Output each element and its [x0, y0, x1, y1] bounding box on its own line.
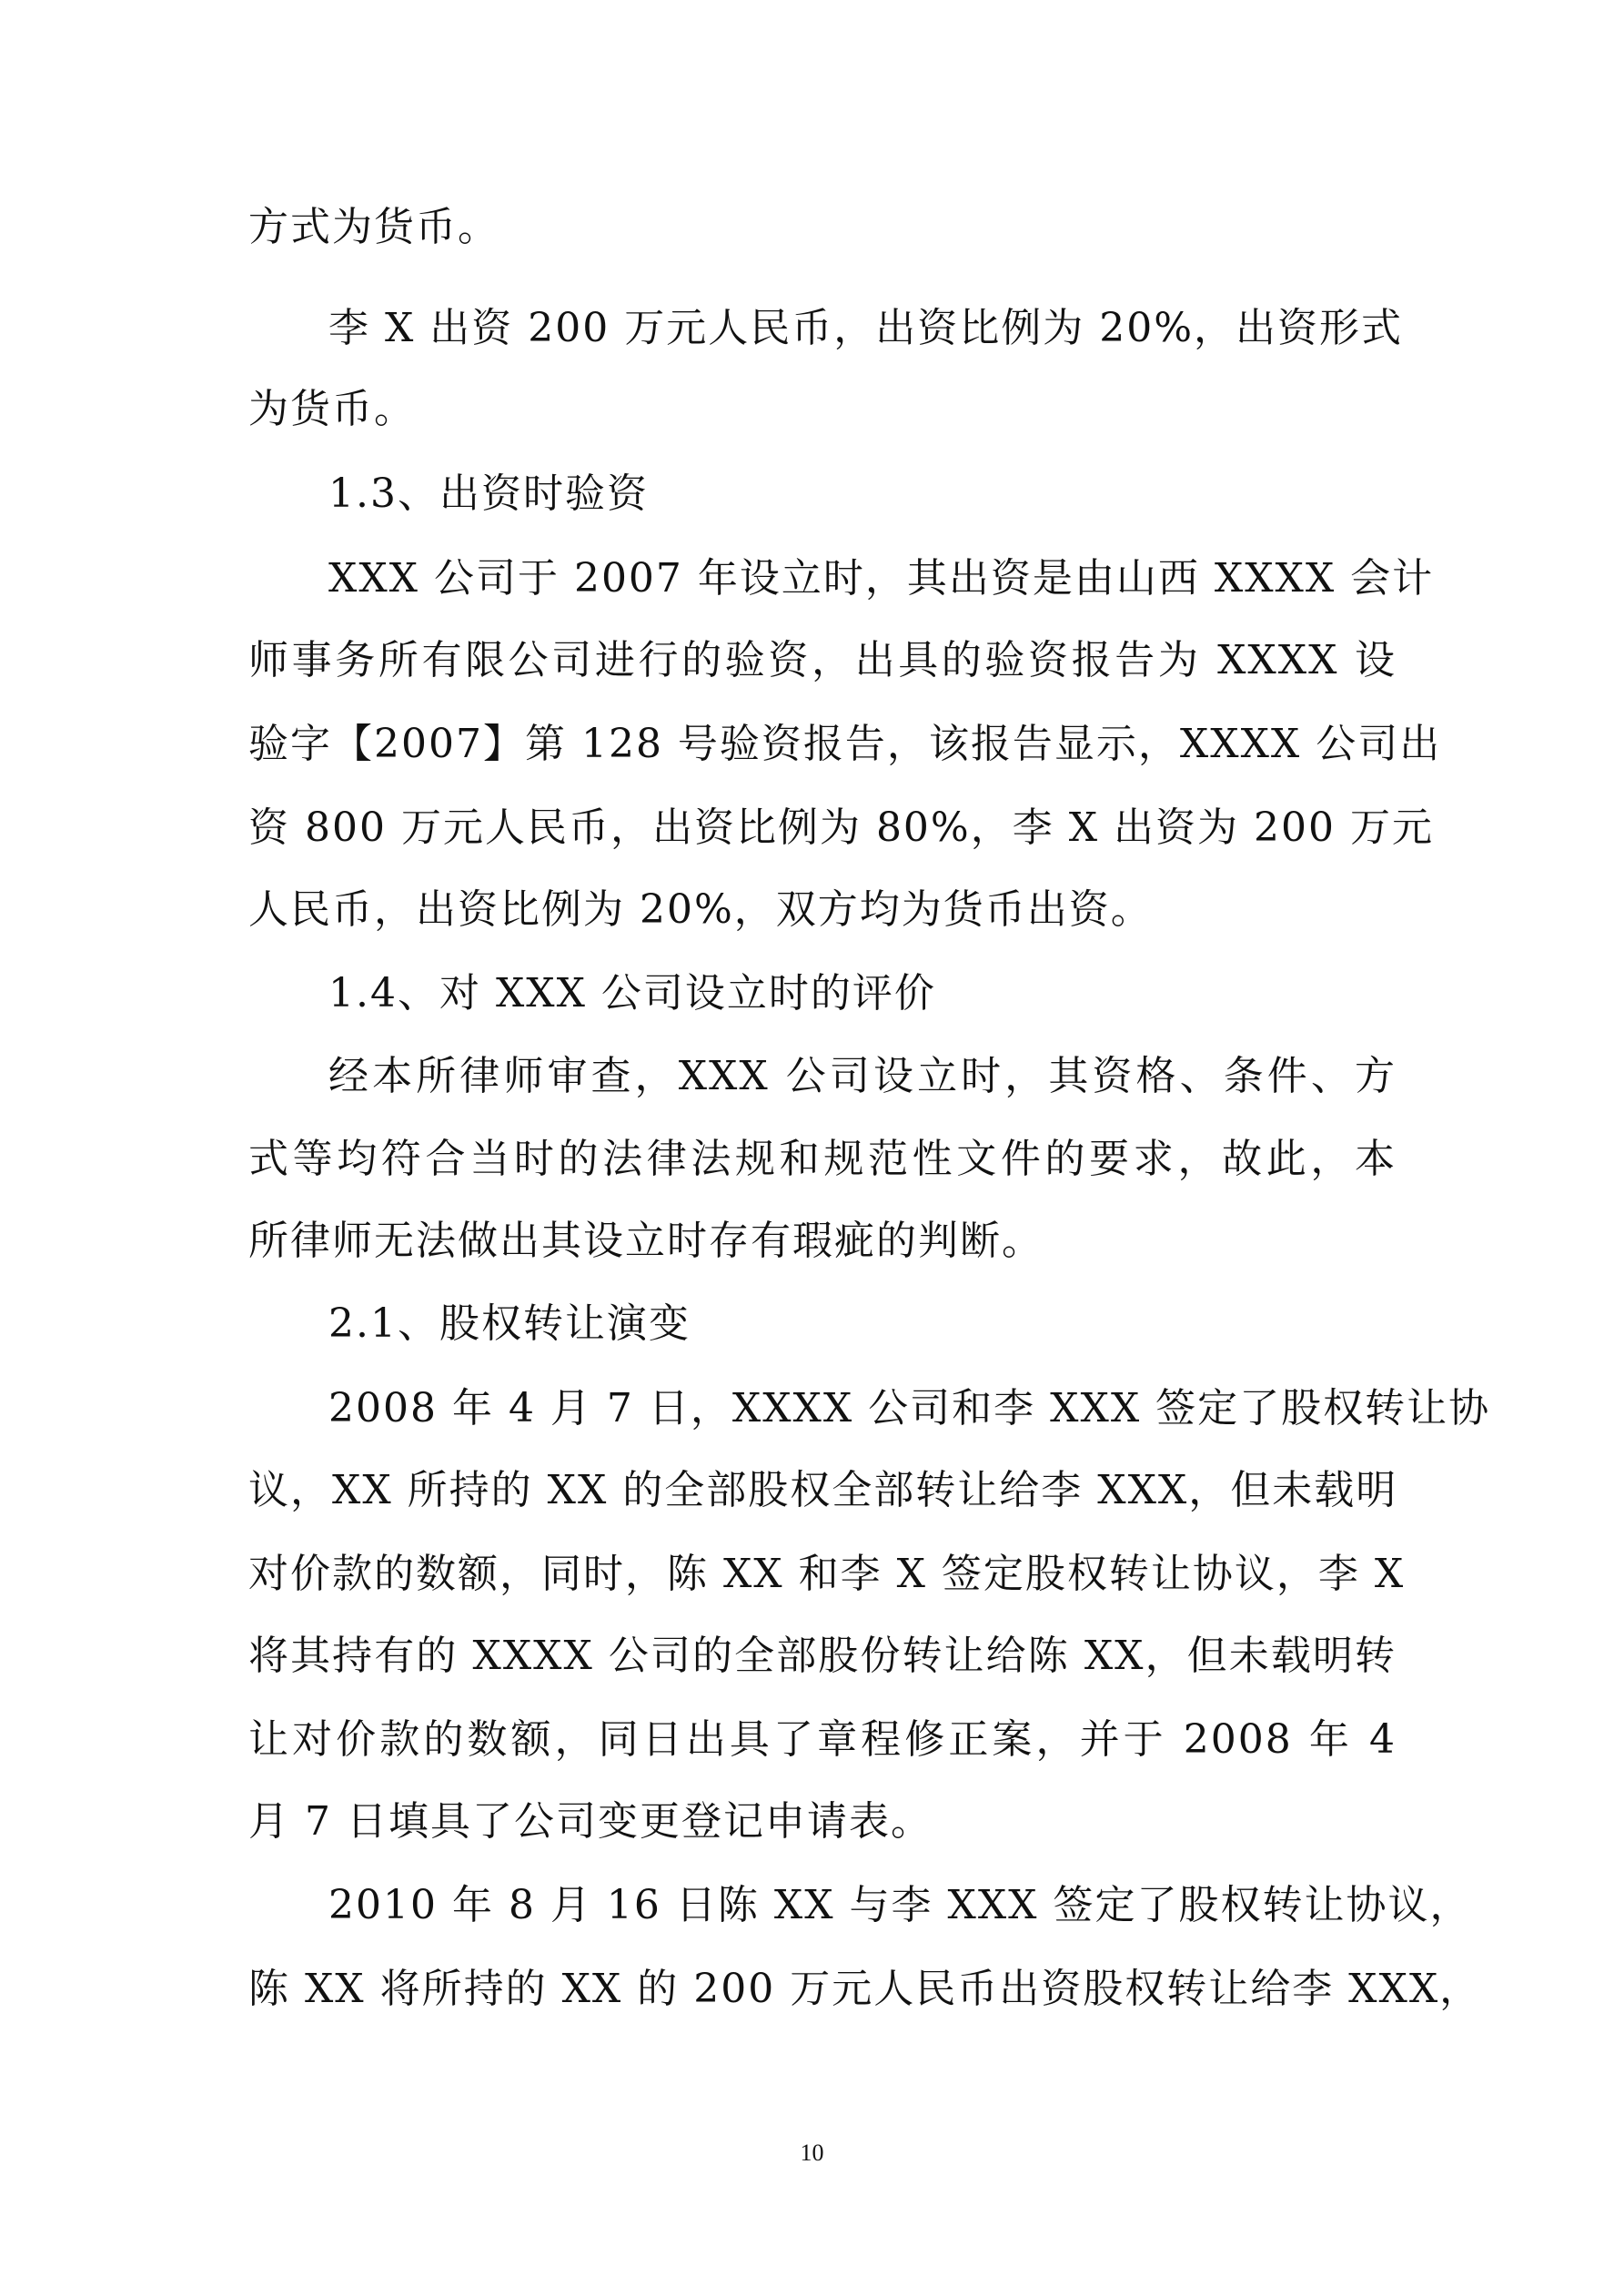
- text-line: 月 7 日填具了公司变更登记申请表。: [248, 1798, 933, 1845]
- text-line: 陈 XX 将所持的 XX 的 200 万元人民币出资股权转让给李 XXX，: [248, 1966, 1482, 2012]
- section-heading: 1.4、对 XXX 公司设立时的评价: [328, 970, 936, 1017]
- text-line: 议，XX 所持的 XX 的全部股权全部转让给李 XXX，但未载明: [248, 1467, 1398, 1513]
- section-heading: 1.3、出资时验资: [328, 470, 649, 517]
- text-line: 经本所律师审查，XXX 公司设立时，其资格、条件、方: [328, 1053, 1397, 1099]
- text-line: 2010 年 8 月 16 日陈 XX 与李 XXX 签定了股权转让协议，: [328, 1882, 1472, 1928]
- text-line: XXX 公司于 2007 年设立时，其出资是由山西 XXXX 会计: [328, 555, 1435, 602]
- text-line: 所律师无法做出其设立时存有瑕疵的判断。: [248, 1218, 1044, 1264]
- text-line: 式等均符合当时的法律法规和规范性文件的要求，故此，本: [248, 1136, 1397, 1182]
- text-line: 将其持有的 XXXX 公司的全部股份转让给陈 XX，但未载明转: [248, 1633, 1397, 1679]
- text-line: 为货币。: [248, 386, 416, 432]
- text-line: 方式为货币。: [248, 204, 499, 250]
- text-line: 让对价款的数额，同日出具了章程修正案，并于 2008 年 4: [248, 1716, 1397, 1763]
- text-line: 2008 年 4 月 7 日，XXXX 公司和李 XXX 签定了股权转让协: [328, 1385, 1491, 1431]
- text-line: 李 X 出资 200 万元人民币，出资比例为 20%，出资形式: [328, 305, 1404, 351]
- text-line: 验字【2007】第 128 号验资报告，该报告显示，XXXX 公司出: [248, 721, 1442, 767]
- page-number: 10: [800, 2139, 824, 2166]
- section-heading: 2.1、股权转让演变: [328, 1300, 691, 1347]
- text-line: 对价款的数额，同时，陈 XX 和李 X 签定股权转让协议，李 X: [248, 1551, 1406, 1597]
- text-line: 人民币，出资比例为 20%，双方均为货币出资。: [248, 886, 1153, 933]
- text-line: 资 800 万元人民币，出资比例为 80%，李 X 出资为 200 万元: [248, 804, 1434, 851]
- text-line: 师事务所有限公司进行的验资，出具的验资报告为 XXXX 设: [248, 637, 1397, 683]
